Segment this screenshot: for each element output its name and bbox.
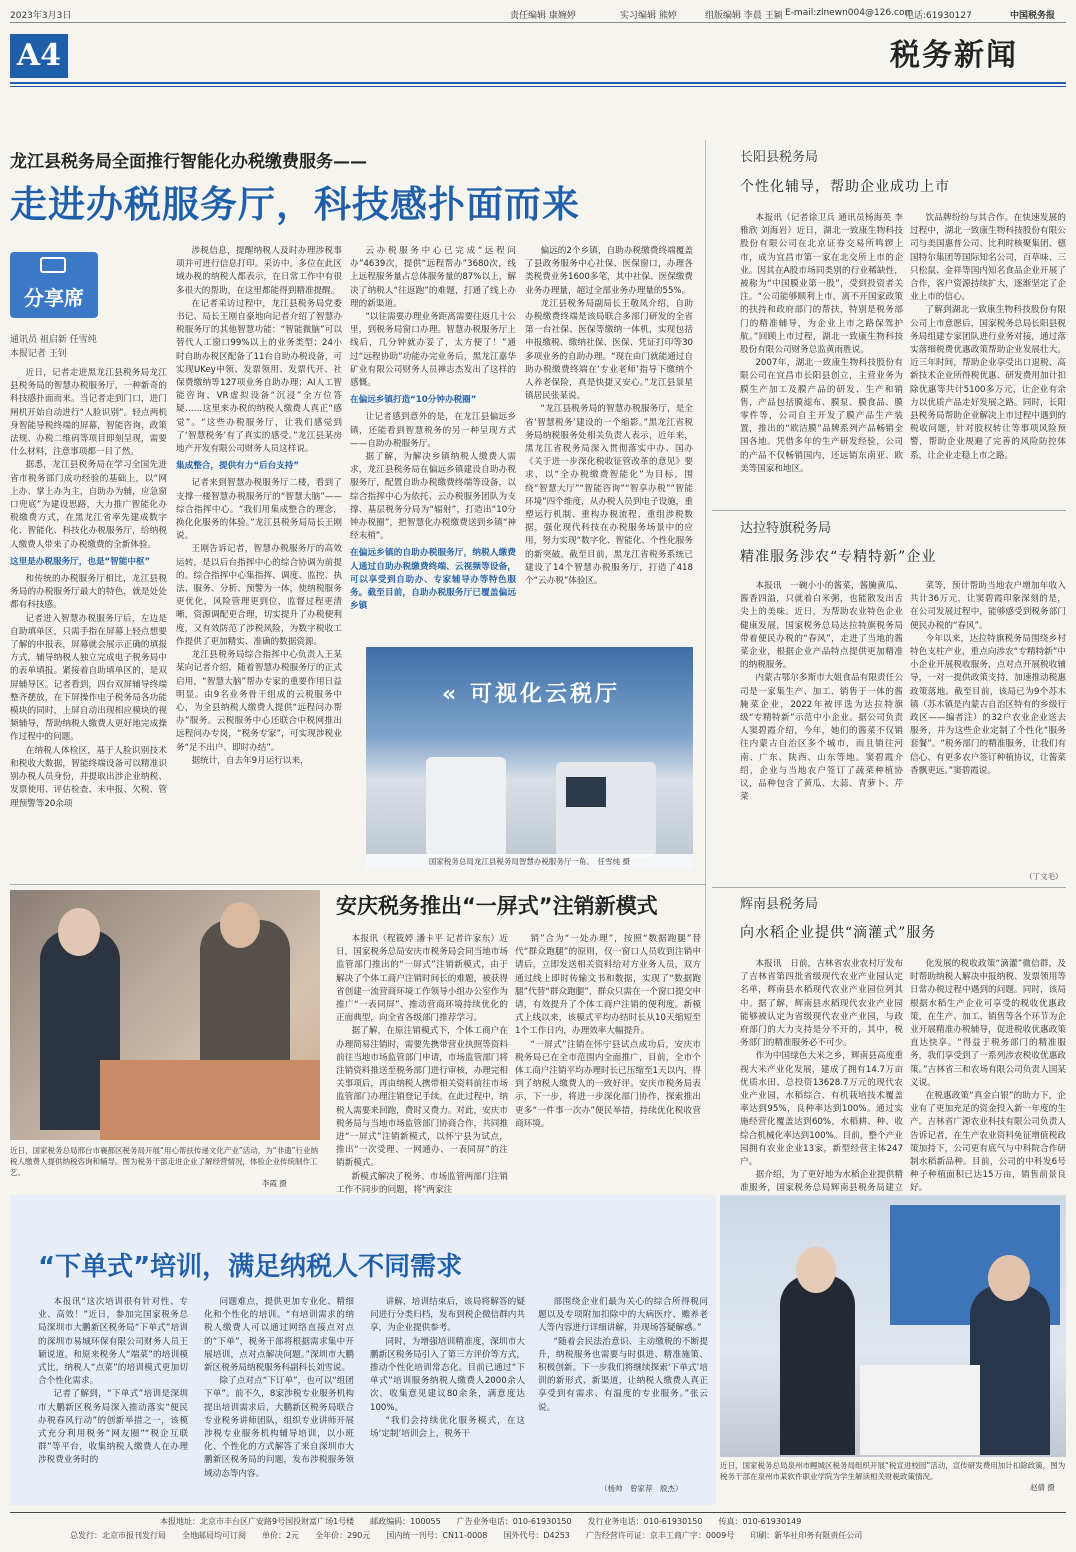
paragraph: 2007年，湖北一致康生物科技股份有限公司在宜昌市长阳县创立，主营业务为膜生产加工及膜产品的研发、生产和销售，产品包括膜滤布、膜泵、膜食品、膜零件等，公司自主开发了膜产品生产装置，推出的“欧洁膜”品牌系列产品畅销全国各地。凭借多年的生产研发经验，公司的产品不仅畅销国内，还远销东南亚、欧美等国家和地区。: [740, 358, 903, 474]
training-col-2: [204, 1296, 354, 1496]
paragraph: 记者进入智慧办税服务厅后，左边是自助填单区，只需手指在屏幕上轻点想要了解的申报表，屏幕就会展示正确的填报方式，辅导纳税人独立完成电子税务局中的表单填报。紧接着自助填单区的，是双屏辅导区。记者看到，四台双屏辅导终端整齐摆放，在下屏操作电子税务局各功能模块的同时，上屏自动出现相应模块的视频辅导，帮助纳税人缴费人更好地完成操作过程中的问题。: [10, 613, 167, 743]
paragraph: 内蒙古鄂尔多斯市大姐食品有限责任公司是一家集生产、加工、销售于一体的酱腌菜企业，2022年被评选为达拉特旗级“专精特新”示范中小企业。据公司负责人窦碧霞介绍，今年，她们的酱菜不仅销往内蒙古自治区多个城市，而且销往河南、广东、陕西、山东等地。窦碧霞介绍，企业与当地农户签订了蔬菜种植协议，品种包含了黄瓜、大蒜、青萝卜、芹菜: [740, 673, 903, 803]
paragraph: 龙江县税务局副局长王敬凤介绍，自助办税缴费终端是该局联合多部门研发的全省第一台社保、医保等缴纳一体机，实现包括申报缴税、缴纳社保、医保、凭证打印等30多项业务的自助办理。“现在由门就能通过自助办税缴费终端在‘专业老师’指导下缴纳个人养老保险，真是快捷又安心。”龙江县景星镇居民张某说。: [525, 298, 693, 402]
footer-line-1: 本报地址：北京市丰台区广安路9号国投财富广场1号楼 邮政编码：100055 广告业务电话：010-61930150 发行业务电话：010-61930150 传真：010-61930149: [160, 1517, 802, 1526]
paragraph: 据介绍，为了更好地为水稻企业提供精准服务，国家税务总局辉南县税务局建立: [740, 1170, 903, 1194]
huinan-bureau: 辉南县税务局: [740, 897, 819, 912]
dalate-kicker: 精准服务涉农“专精特新”企业: [740, 549, 937, 565]
paragraph: 今年以来，达拉特旗税务局围绕乡村特色支柱产业，重点向涉农“专精特新”中小企业开展税收服务，点对点开展税收辅导，一对一提供政策支持，加速推动税惠政策落地。截至目前，该局已为9个苏木镇（苏木镇是内蒙古自治区特有的乡级行政区——编者注）的32户农业企业送去服务，并为这些企业定制了个性化“服务套餐”。“税务部门的精准服务，让我们有信心、有更多农户签订种植协议，让酱菜香飘更远。”窦碧霞说。: [910, 633, 1066, 776]
paragraph: 据统计，自去年9月运行以来，: [191, 755, 309, 766]
paragraph: 这里是办税服务厅，也是“智能中枢”: [10, 556, 151, 567]
page-number-text: A4: [16, 38, 62, 73]
officer-figure-right: [970, 1285, 1050, 1455]
changyang-kicker: 个性化辅导，帮助企业成功上市: [740, 179, 950, 195]
presenter-figure: [780, 1275, 855, 1455]
training-col-3: [370, 1296, 525, 1496]
paragraph: 偏远的2个乡镇，自助办税缴费终端覆盖了县政务服务中心社保、医保窗口，办理各类税费业务1600多笔，其中社保、医保缴费业务办理量，超过全部业务办理量的55%。: [525, 246, 693, 296]
officer-head: [58, 908, 100, 956]
lead-col-4: [525, 245, 693, 645]
paragraph: 饮品牌纷纷与其合作。在快速发展的过程中，湖北一致康生物科技股份有限公司与美国惠普公司、比利时核聚集团、德国特尔集团等国际知名公司，百草味、三只松鼠、金祥等国内知名食品企业开展了合作，客户资源持续扩大，逐渐坚定了企业上市的信心。: [910, 213, 1066, 303]
training-photo-credit: 赵倩 摄: [1030, 1483, 1055, 1492]
paragraph: “以往需要办理业务距离需要往返几十公里，到税务局窗口办理。智慧办税服务厅上线后，几分钟就办妥了，太方便了！”通过“远程协助”功能办完业务后，黑龙江嘉华矿业有限公司财务人员禅志杰发出了这样的感慨。: [350, 312, 517, 389]
paragraph: “龙江县税务局的智慧办税服务厅，是全省‘智慧税务’建设的一个缩影。”黑龙江省税务局纳税服务处相关负责人表示，近年来，黑龙江省税务局深入贯彻落实中办、国办《关于进一步深化税收征管改革的意见》要求，以“全办税缴费智能化”为目标，围绕“智慧大厅”“智能咨询”“智享办税”“智能环境”四个维度，从办税人员到电子设施，重塑运行机制、重构办税流程、重组涉税数据，强化现代科技在办税服务场景中的应用，努力实现“数字化、智能化、个性化服务的新突破。截至目前，黑龙江省税务系统已建设了14个智慧办税服务厅，打造了418个“云办税”体验区。: [525, 404, 693, 587]
lead-byline-2: 本报记者 王钊: [10, 349, 67, 359]
paragraph: 在记者采访过程中，龙江县税务局党委书记、局长王刚自豪地向记者介绍了智慧办税服务厅的其他智慧功能：“智能微脑”可以替代人工窗口99%以上的业务类型；24小时自助办税区配备了11台自助办税设备，可实现UKey申领、发票领用、发票代开、社保费缴纳等127项业务自助办理；AI人工智能咨询、VR虚拟设备“沉浸”全方位答疑……这里来办税的纳税人缴费人真正“感觉”。“这些办税服务厅，让我们感觉到了‘智慧税务’有了真实的感受。”龙江县某房地产开发有限公司财务人员这样说。: [176, 298, 342, 455]
footer-line-2: 总发行：北京市报刊发行局 全地邮局均可订阅 单价：2元 全年价：290元 国内统一刊号：CN11-0008 国外代号：D4253 广告经营许可证：京丰工商广字：0009号 印刷：新华社印务有限责任公司: [70, 1531, 863, 1540]
masthead-phone: 电话:61930127: [905, 11, 972, 21]
lead-photo-caption: [366, 854, 693, 869]
changyang-col-1: [740, 212, 903, 502]
changyang-col-2: [910, 212, 1066, 502]
training-photo: [720, 1195, 1066, 1457]
masthead-email: E-mail:zlnewn004@126.com: [785, 8, 914, 18]
paragraph: 本报讯 一碗小小的酱菜，酱腌黄瓜、酱香四溢，只就着白米粥，也能散发出舌尖上的美味。近日，为帮助农业特色企业健康发展，国家税务总局达拉特旗税务局带着便民办税的“春风”，走进了当地的酱菜企业，根据企业产品特点提供更加精准的纳税服务。: [740, 581, 903, 671]
dalate-bureau: 达拉特旗税务局: [740, 521, 832, 536]
paragraph: 记者来到智慧办税服务厅二楼，看到了支撑一楼智慧办税服务厅的“智慧大脑”——综合指挥中心。“我们用集成整合的理念，换化化服务的体验。”龙江县税务局局长王刚说。: [176, 478, 342, 542]
paragraph: 本报讯（程筱婷 潘卡平 记者许家东）近日，国家税务总局安庆市税务局会同当地市场监管部门推出的“一屏式”注销新模式，由于解决了个体工商户注销时间长的难题，被获得省创建一流营商环境工作领导小组办公室作为推广“一表同屏”、推动营商环境持续优化的正面典型，向全省各级部门推荐学习。: [336, 934, 508, 1024]
anqing-col-2: [515, 933, 701, 1185]
anqing-photo-credit: 李霞 摄: [262, 1179, 287, 1188]
anqing-col-1: [336, 933, 508, 1195]
paragraph: 让记者感到意外的是，在龙江县偏远乡镇，还能看到智慧税务的另一种呈现方式——自助办税服务厅。: [350, 412, 516, 449]
lead-kicker: 龙江县税务局全面推行智能化办税缴费服务——: [10, 152, 367, 172]
lead-col-3: [350, 245, 516, 645]
changyang-bureau: 长阳县税务局: [740, 150, 819, 165]
paragraph: 菜等，预计帮助当地农户增加年收入共计36万元，让窦碧霞印象深刻的是，在公司发展过程中，能够感受到税务部门便民办税的“春风”。: [910, 581, 1066, 631]
share-badge-icon: [40, 257, 66, 273]
paragraph: 本报讯 日前，吉林省农业农村厅发布了吉林省第四批省级现代农业产业园认定名单，辉南县水稻现代农业产业园位列其中。据了解，辉南县水稻现代农业产业园能够被认定为省级现代农业产业园，与政府部门的大力支持是分不开的，其中，税务部门的精准服务必不可少。: [740, 959, 903, 1049]
paragraph: 在税惠政策“真金白银”的助力下，企业有了更加充足的资金投入新一年度的生产。吉林省广源农业科技有限公司负责人告诉记者，在生产农业资料免征增值税政策加持下，公司更有底气与中科院合作研制水稻新品种。目前，公司的中科发6号种子种植面积已达15万亩，销售前景良好。: [910, 1091, 1066, 1194]
lead-photo: [366, 647, 693, 869]
display-table: [860, 1365, 980, 1455]
anqing-headline: 安庆税务推出“一屏式”注销新模式: [336, 894, 658, 918]
paragraph: 据悉，龙江县税务局在学习全国先进省市税务部门成功经验的基础上，以“网上办、掌上办为主，自助办为辅，应急窗口兜底”为建设思路，大力推广智能化办税缴费方式，在黑龙江省率先建成数字化、智能化、科技化办税服务厅，给纳税人缴费人带来了办税缴费的全新体验。: [10, 460, 167, 550]
paragraph: 集成整合，提供有力“后台支持”: [176, 461, 300, 472]
paragraph: 化发展的税收政策“滴灌”微信群，及时帮助纳税人解决申报纳税、发票领用等日常办税过程中遇到的问题。同时，该局根据水稻生产企业可享受的税收优惠政策，在生产、加工、销售等各个环节为企业开展精准办税辅导，促进税收优惠政策直达快享。“得益于税务部门的精准服务，我们享受到了一系列涉农税收优惠政策。”吉林省三和农场有限公司负责人国某义说。: [910, 959, 1066, 1088]
training-photo-caption: 近日，国家税务总局泉州市鲤城区税务局组织开展“税宣进校园”活动，宣传研发费用加计扣除政策，图为税务干部在泉州市某软件职业学院为学生解读相关财税政策情况。: [720, 1461, 1066, 1481]
masthead-layout: 组版编辑 李晨 王颖: [705, 11, 783, 21]
paragraph: 近日，记者走进黑龙江县税务局龙江县税务局的智慧办税服务厅，一种新奇的科技感扑面而来。当记者走到门口，进门闸机开始自动进行“人脸识别”。轻点两机身智能导税终端的屏幕，智能咨询、政策法规、办税二维码等项目即刻呈现，需要什么材料，注意事项都一目了然。: [10, 368, 167, 458]
anqing-photo: [10, 890, 320, 1140]
paragraph: 据了解，为解决乡镇纳税人缴费人需求，龙江县税务局在偏远乡镇建设自助办税服务厅，配置自助办税缴费终端等设备，以综合指挥中心为依托、云办税服务团队为支撑、基层税务分局为“辐射”，打造出“10分钟办税圈”，把智慧化办税缴费送到乡镇“神经末梢”。: [350, 452, 516, 542]
screen-banner: [396, 675, 666, 715]
masthead-paper: 中国税务报: [1010, 11, 1056, 21]
paragraph: 部围绕企业们最为关心的综合所得税问题以及专项附加扣除中的大病医疗、赡养老人等内容进行详细讲解，并现场答疑解惑。”: [538, 1297, 708, 1334]
paragraph: 记者了解到，“下单式”培训是深圳市大鹏新区税务局深入推动落实“便民办税春风行动”的创新举措之一，该模式充分利用税务“网友圈”“税企互联群”等平台，收集纳税人缴费人在办理涉税费业务时的: [38, 1389, 188, 1466]
paragraph: 在偏远乡镇的自助办税服务厅，纳税人缴费人通过自助办税缴费终端、云视频等设备，可以享受到自助办、专家辅导办等特色服务。截至目前，自助办税服务厅已覆盖偏远乡镇: [350, 548, 516, 612]
anqing-photo-caption: 近日，国家税务总局邢台市襄都区税务局开展“用心帮扶传递文化产业”活动，为“非遗”行业纳税人缴费人提供纳税咨询和辅导。图为税务干部走进企业了解经营情况，体验企业传统制作工艺。: [10, 1146, 319, 1177]
paragraph: 云办税服务中心已完成“远程问办”4639次，提供“远程帮办”3680次，线上远程服务量占总体服务量的87%以上，解决了纳税人“往返跑”的难题，打通了线上办理的新渠道。: [350, 246, 516, 309]
huinan-col-2: [910, 958, 1066, 1228]
training-credit: （杨帅 曾家荐 殷杰）: [600, 1484, 683, 1493]
paragraph: 据了解，在原注销模式下，个体工商户在办理简易注销时，需要先携带营业执照等资料前往当地市场监管部门申请，市场监管部门将注销资料推送至税务部门进行审核，办理完相关事项后，再由纳税人携带相关资料前往市场监管部门办理注销登记手续。在此过程中，纳税人需要来回跑，费时又费力。对此，安庆市税务局与当地市场监管部门协商合作，共同推进“一屏式”注销新模式，以怀宁县为试点，推出“一次受理、一网通办、一表同屏”的注销新模式。: [336, 1026, 508, 1169]
credit-text: 任雪纯 摄: [597, 857, 631, 866]
officer-head-right: [988, 1255, 1030, 1301]
paragraph: 王刚告诉记者，智慧办税服务厅的高效运转，是以后台指挥中心的综合协调为前提的。综合指挥中心集指挥、调度、监控、执法、服务、分析、预警为一体，使纳税服务更优化，风险管理更到位，监督过程更清晰，资源调配更合理，切实提升了办税便利度，又有效防范了涉税风险，为数字税收工作提供了更加精实、准确的数据资源。: [176, 544, 342, 647]
caption-text: 国家税务总局龙江县税务局智慧办税服务厅一角。: [428, 857, 591, 866]
page-number: [10, 34, 68, 78]
dalate-credit: （丁文毛）: [1025, 872, 1063, 881]
paragraph: 本报讯（记者徐卫兵 通讯员杨海英 李雅欣 刘海岩）近日，湖北一致康生物科技股份有限公司在北京证券交易所鸣锣上市，成为宜昌市第一家在北交所上市的企业。因其在A股市场同类别的行业稀缺性，被称为“中国膜业第一股”，受到投资者关注。“公司能够顺利上市，离不开国家政策的扶持和政府部门的帮扶，特别是税务部门的精准辅导，为企业上市之路保驾护航。”回顾上市过程，湖北一致康生物科技股份有限公司财务总监黄雨胜说。: [740, 213, 903, 356]
paragraph: 在偏远乡镇打造“10分钟办税圈”: [350, 395, 477, 406]
paragraph: 讲解，培训结束后，该局将解答的疑问进行分类归档，发布到税企微信群内共享，为企业提供参考。: [370, 1297, 525, 1334]
share-badge-text: 分享席: [24, 286, 84, 310]
training-headline: “下单式”培训，满足纳税人不同需求: [38, 1252, 463, 1282]
arrow-icon: «: [442, 682, 460, 707]
paragraph: “随着会民法治意识、主动缴税的不断提升，纳税服务也需要与时俱进、精准施策、积极创新。下一步我们将继续探索‘下单式’培训的新形式、新渠道，让纳税人缴费人真正享受到有需求、有温度的专业服务。”张云说。: [538, 1336, 708, 1413]
huinan-kicker: 向水稻企业提供“滴灌式”服务: [740, 925, 937, 941]
work-table: [100, 1060, 320, 1140]
masthead-intern: 实习编辑 熊婷: [620, 11, 677, 21]
section-name: 税务新闻: [890, 38, 1018, 73]
paragraph: 销”合为“一处办理”，按照“数据跑腿”替代“群众跑腿”的原则，仅一窗口人员收到注销申请后，立即发送相关资料给对方业务人员，双方通过线上即时传输文书和数据，实现了“数据跑腿”代替“群众跑腿”，群众只需在一个窗口提交申请，有效提升了个体工商户注销的便利度。新模式上线以来，该模式平均办结时长从10天缩短至1个工作日内，办理效率大幅提升。: [515, 934, 701, 1037]
masthead-date: 2023年3月3日: [10, 11, 72, 21]
presenter-head: [796, 1247, 836, 1293]
paragraph: “一屏式”注销在怀宁县试点成功后，安庆市税务局已在全市范围内全面推广，目前，全市个体工商户注销平均办理时长已压缩至1天以内，得到了纳税人缴费人的一致好评。安庆市税务局表示，下一步，将进一步深化部门协作，探索推出更多“一件事一次办”便民举措，持续优化税收营商环境。: [515, 1039, 701, 1129]
dalate-col-2: [910, 580, 1066, 870]
paragraph: 涉税信息，提醒纳税人及时办理涉税事项并可进行信息打印。采访中，多位在此区域办税的纳税人都表示，在日常工作中有很多很大的帮助，在这里都能得到精准提醒。: [176, 246, 342, 296]
masthead-editor: 责任编辑 康婉婷: [510, 11, 576, 21]
paragraph: 龙江县税务局综合指挥中心负责人王某某向记者介绍，随着智慧办税服务厅的正式启用，“智慧大脑”帮办专家的重要作用日益明显。由9名业务骨干组成的云税服务中心，为全县纳税人缴费人提供“远程问办帮办”服务。云税服务中心还联合中税网推出远程问办专岗，“税务专家”，可实现涉税业务“足不出户、即时办结”。: [176, 650, 342, 753]
share-badge: [10, 252, 98, 318]
paragraph: 作为中国绿色大米之乡，辉南县高度重视大米产业化发展，建成了拥有14.7万亩优质水田、总投资13628.7万元的现代农业产业园，水稻综合、有机栽培技术覆盖率达到95%，良种率达到100%。通过实施经营化覆盖达到60%，水稻耕、种、收综合机械化率达到100%。目前，整个产业园拥有农业企业13家，新型经营主体247户。: [740, 1051, 903, 1168]
paragraph: 问题难点，提供更加专业化、精细化和个性化的培训。“有培训需求的纳税人缴费人可以通过网络直接点对点的“下单”，税务干部将根据需求集中开展培训，点对点解决问题。”深圳市大鹏新区税务局纳税服务科副科长刘雪说。: [204, 1297, 354, 1374]
kiosk-left: [426, 757, 506, 857]
paragraph: 除了点对点“下订单”，也可以“组团下单”。前不久，8家涉税专业服务机构提出培训需求后，大鹏新区税务局联合专业税务讲师团队，组织专业讲师开展涉税专业服务机构辅导培训，以小班化、个性化的方式解答了来自深圳市大鹏新区税务局的问题，发布涉税服务领域动态等内容。: [204, 1376, 354, 1479]
lead-byline-1: 通讯员 祖启新 任雪纯: [10, 335, 97, 345]
lead-headline: 走进办税服务厅，科技感扑面而来: [10, 183, 580, 226]
paragraph: 在纳税人体检区，基于人脸识别技术和税收大数据，智能终端设备可以精准识别办税人员身份，并提取出涉企业纳税、发票使用、评估检查、未申报、欠税、管理预警等20余项: [10, 745, 167, 809]
paragraph: 本报讯“这次培训很有针对性、专业、高效！”近日，参加完国家税务总局深圳市大鹏新区税务局“下单式”培训的深圳市易城环保有限公司财务人员王颖说道。和原来税务人“端菜”的培训模式比，纳税人“点菜”的培训模式更加切合个性化需求。: [38, 1297, 188, 1387]
artisan-head: [220, 902, 260, 948]
paragraph: 新模式解决了税务、市场监管两部门注销工作不同步的问题，将“两家注: [336, 1171, 508, 1195]
training-col-4: [538, 1296, 708, 1481]
training-col-1: [38, 1296, 188, 1496]
paragraph: 同时，为增强培训精准度，深圳市大鹏新区税务局引入了第三方评价等方式，推动个性化培训常态化。目前已通过“下单式”培训服务纳税人缴费人2000余人次，收集意见建议80余条，满意度达100%。: [370, 1336, 525, 1413]
screen-text: 可视化云税厅: [469, 682, 620, 707]
paragraph: “我们会持续优化服务模式，在这场‘定制’培训会上，税务干: [370, 1415, 525, 1440]
paragraph: 了解到湖北一致康生物科技股份有限公司上市意愿后，国家税务总局长阳县税务局组建专家团队进行业务对接，通过落实落细税费优惠政策帮助企业发展壮大。近三年时间，帮助企业享受出口退税、高新技术企业所得税优惠、研发费用加计扣除优惠等共计5100多万元，让企业有余力以优质产品走好发展之路。同时，长阳县税务局帮助企业解决上市过程中遇到的税收问题，针对股权转让等事项风险预警，帮助企业规避了完善的风险防控体系，让企业走稳上市之路。: [910, 305, 1066, 461]
paragraph: 和传统的办税服务厅相比，龙江县税务局的办税服务厅最大的特色，就是处处都有科技感。: [10, 574, 167, 611]
kiosk-screen: [566, 777, 606, 807]
dalate-col-1: [740, 580, 903, 880]
